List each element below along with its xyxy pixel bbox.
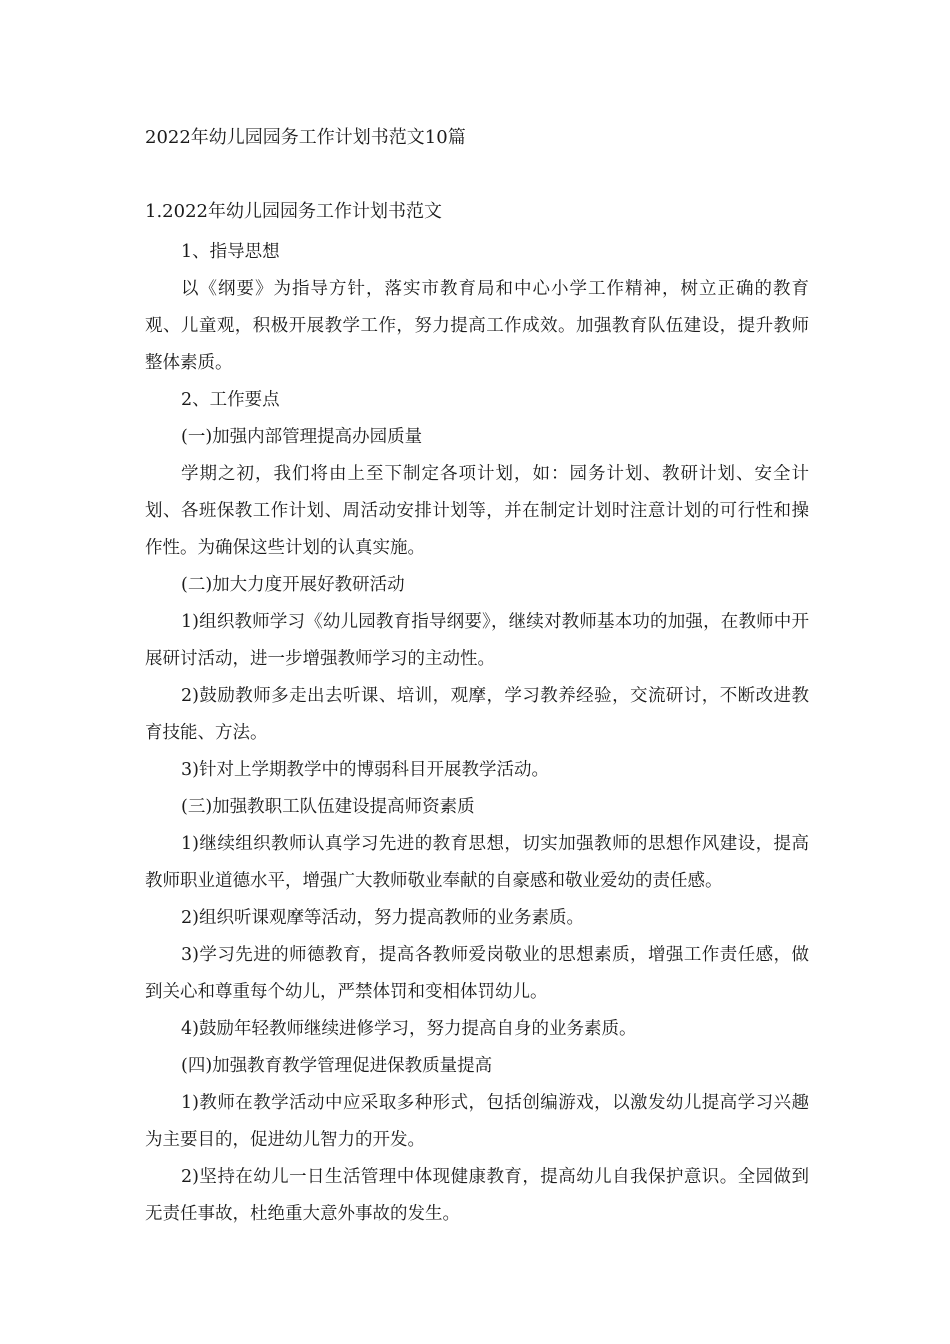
paragraph: 学期之初，我们将由上至下制定各项计划，如：园务计划、教研计划、安全计划、各班保教工作计划、周活动安排计划等，并在制定计划时注意计划的可行性和操作性。为确保这些计划的认真实施。 <box>145 464 809 558</box>
paragraph-heading: 2、工作要点 <box>181 390 280 410</box>
paragraph: 2)坚持在幼儿一日生活管理中体现健康教育，提高幼儿自我保护意识。全园做到无责任事故，杜绝重大意外事故的发生。 <box>145 1167 809 1224</box>
paragraph: 1)继续组织教师认真学习先进的教育思想，切实加强教师的思想作风建设，提高教师职业道德水平，增强广大教师敬业奉献的自豪感和敬业爱幼的责任感。 <box>145 834 809 891</box>
paragraph-heading: (三)加强教职工队伍建设提高师资素质 <box>181 797 475 817</box>
paragraph: 3)针对上学期教学中的博弱科目开展教学活动。 <box>181 760 549 780</box>
document-title: 2022年幼儿园园务工作计划书范文10篇 <box>145 127 466 148</box>
paragraph-heading: 1、指导思想 <box>181 242 280 262</box>
section-title: 1.2022年幼儿园园务工作计划书范文 <box>145 201 442 222</box>
paragraph-heading: (一)加强内部管理提高办园质量 <box>181 427 423 447</box>
paragraph: 4)鼓励年轻教师继续进修学习，努力提高自身的业务素质。 <box>181 1019 637 1039</box>
paragraph: 2)组织听课观摩等活动，努力提高教师的业务素质。 <box>181 908 584 928</box>
document-body <box>145 234 809 1233</box>
paragraph: 以《纲要》为指导方针，落实市教育局和中心小学工作精神，树立正确的教育观、儿童观，积极开展教学工作，努力提高工作成效。加强教育队伍建设，提升教师整体素质。 <box>145 279 809 373</box>
paragraph: 1)组织教师学习《幼儿园教育指导纲要》，继续对教师基本功的加强，在教师中开展研讨活动，进一步增强教师学习的主动性。 <box>145 612 809 669</box>
paragraph-heading: (四)加强教育教学管理促进保教质量提高 <box>181 1056 493 1076</box>
paragraph: 1)教师在教学活动中应采取多种形式，包括创编游戏，以激发幼儿提高学习兴趣为主要目的，促进幼儿智力的开发。 <box>145 1093 809 1150</box>
paragraph-heading: (二)加大力度开展好教研活动 <box>181 575 405 595</box>
paragraph: 2)鼓励教师多走出去听课、培训，观摩，学习教养经验，交流研讨，不断改进教育技能、方法。 <box>145 686 809 743</box>
paragraph: 3)学习先进的师德教育，提高各教师爱岗敬业的思想素质，增强工作责任感，做到关心和尊重每个幼儿，严禁体罚和变相体罚幼儿。 <box>145 945 809 1002</box>
